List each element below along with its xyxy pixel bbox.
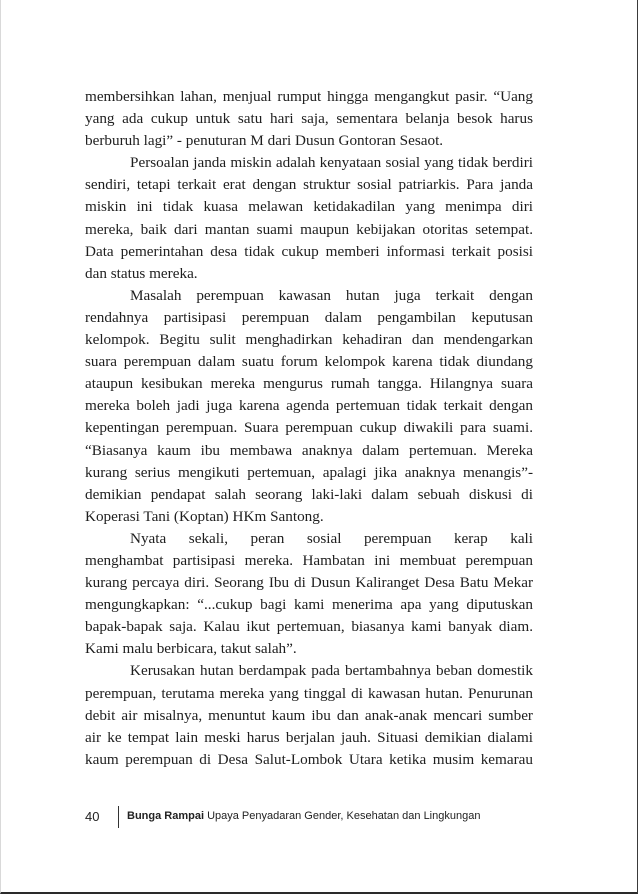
paragraph <box>85 528 533 661</box>
text-line: kurang serius mengikuti pertemuan, apalagi jika anaknya menangis”- <box>85 463 533 481</box>
text-line: Data pemerintahan desa tidak cukup memberi informasi terkait posisi <box>85 242 533 260</box>
paragraph <box>85 152 533 285</box>
body-text <box>85 86 533 771</box>
running-title-rest: Upaya Penyadaran Gender, Kesehatan dan Lingkungan <box>204 810 481 822</box>
text-line: debit air misalnya, menuntut kaum ibu dan anak-anak mencari sumber <box>85 706 533 724</box>
text-line: mereka boleh jadi juga karena agenda pertemuan tidak terkait dengan <box>85 397 533 415</box>
text-line: Kami malu berbicara, takut salah”. <box>85 640 297 658</box>
text-line: bapak-bapak saja. Kalau ikut pertemuan, biasanya kami banyak diam. <box>85 618 533 636</box>
text-line: kepentingan perempuan. Suara perempuan cukup diwakili para suami. <box>85 419 533 437</box>
text-line: menghambat partisipasi mereka. Hambatan ini membuat perempuan <box>85 551 533 569</box>
text-line: ataupun kesibukan mereka mengurus rumah tangga. Hilangnya suara <box>85 375 533 393</box>
text-line: kelompok. Begitu sulit menghadirkan kehadiran dan mendengarkan <box>85 331 533 349</box>
text-line: kurang percaya diri. Seorang Ibu di Dusun Kaliranget Desa Batu Mekar <box>85 574 533 592</box>
footer-divider <box>118 806 119 828</box>
text-line: “Biasanya kaum ibu membawa anaknya dalam pertemuan. Mereka <box>85 441 533 459</box>
paragraph <box>85 285 533 528</box>
paragraph <box>85 86 533 152</box>
text-line: perempuan, terutama mereka yang tinggal di kawasan hutan. Penurunan <box>85 684 533 702</box>
text-line: Nyata sekali, peran sosial perempuan kerap kali <box>130 529 533 547</box>
text-line: yang ada cukup untuk satu hari saja, sementara belanja besok harus <box>85 110 533 128</box>
text-line: berburuh lagi” - penuturan M dari Dusun Gontoran Sesaot. <box>85 132 444 150</box>
text-line: Koperasi Tani (Koptan) HKm Santong. <box>85 507 324 525</box>
page-number: 40 <box>85 809 100 824</box>
text-line: Masalah perempuan kawasan hutan juga terkait dengan <box>130 286 533 304</box>
paragraph <box>85 660 533 770</box>
running-title-bold: Bunga Rampai <box>127 810 205 822</box>
text-line: suara perempuan dalam suatu forum kelompok karena tidak diundang <box>85 353 533 371</box>
text-line: Kerusakan hutan berdampak pada bertambahnya beban domestik <box>130 662 533 680</box>
text-line: membersihkan lahan, menjual rumput hingga mengangkut pasir. “Uang <box>85 88 533 105</box>
page-footer <box>85 806 545 830</box>
text-line: demikian pendapat salah seorang laki-laki dalam sebuah diskusi di <box>85 485 533 503</box>
running-title <box>127 810 480 822</box>
text-line: miskin ini tidak kuasa melawan ketidakadilan yang menimpa diri <box>85 198 533 216</box>
text-line: dan status mereka. <box>85 264 198 282</box>
text-line: sendiri, tetapi terkait erat dengan struktur sosial patriarkis. Para janda <box>85 176 533 194</box>
text-line: Persoalan janda miskin adalah kenyataan sosial yang tidak berdiri <box>130 154 533 172</box>
text-line: mereka, baik dari mantan suami maupun kebijakan otoritas setempat. <box>85 220 533 238</box>
text-line: rendahnya partisipasi perempuan dalam pengambilan keputusan <box>85 308 533 326</box>
text-line: mengungkapkan: “...cukup bagi kami menerima apa yang diputuskan <box>85 596 533 614</box>
text-line: kaum perempuan di Desa Salut-Lombok Utara ketika musim kemarau <box>85 750 533 768</box>
text-line: air ke tempat lain meski harus berjalan jauh. Situasi demikian dialami <box>85 728 533 746</box>
